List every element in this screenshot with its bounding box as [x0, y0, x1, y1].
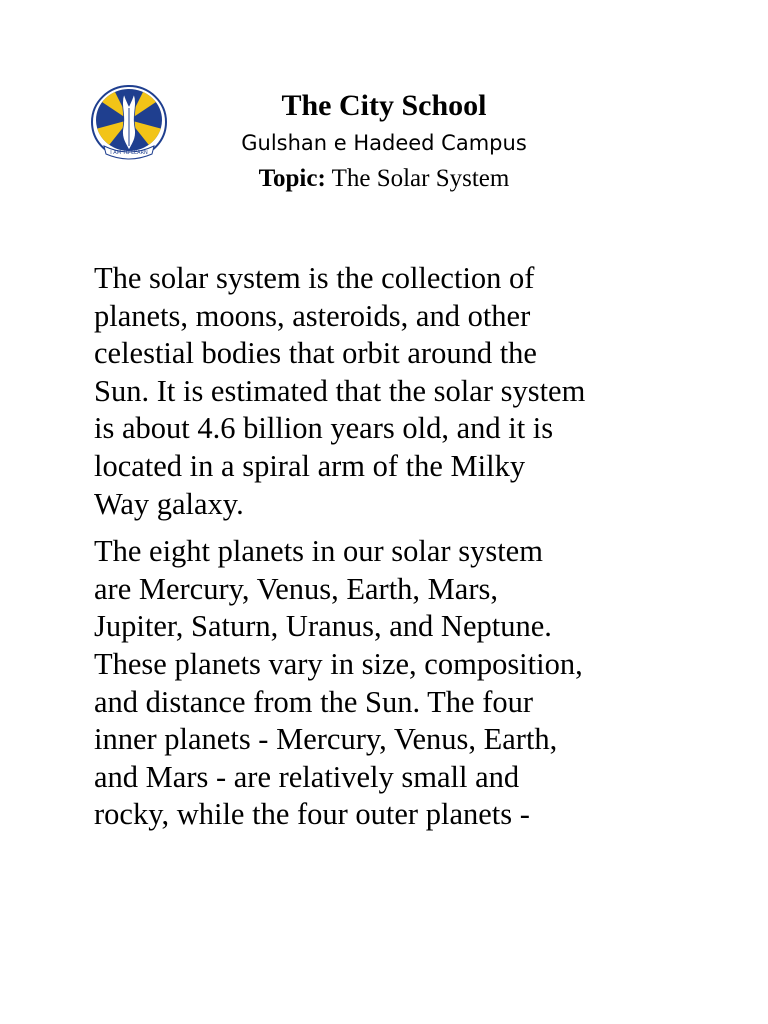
text-line: are Mercury, Venus, Earth, Mars, — [94, 571, 498, 606]
text-line: planets, moons, asteroids, and other — [94, 298, 531, 333]
topic-label: Topic: — [258, 165, 326, 192]
text-line: Jupiter, Saturn, Uranus, and Neptune. — [94, 609, 552, 644]
text-line: The solar system is the collection of — [94, 261, 535, 295]
body-text — [94, 260, 694, 834]
text-line: rocky, while the four outer planets - — [94, 797, 530, 832]
document-header — [0, 86, 768, 198]
text-line: Sun. It is estimated that the solar system — [94, 373, 586, 408]
text-line: and distance from the Sun. The four — [94, 684, 534, 719]
school-name: The City School — [281, 89, 487, 122]
text-line: celestial bodies that orbit around the — [94, 336, 537, 371]
paragraph-2 — [94, 533, 694, 834]
text-line: located in a spiral arm of the Milky — [94, 448, 526, 483]
topic-value: The Solar System — [331, 165, 510, 192]
logo-motto: I AM TO LEARN — [110, 150, 148, 156]
text-line: The eight planets in our solar system — [94, 534, 543, 569]
text-line: is about 4.6 billion years old, and it is — [94, 411, 554, 446]
text-line: inner planets - Mercury, Venus, Earth, — [94, 722, 558, 757]
text-line: These planets vary in size, composition, — [94, 646, 583, 681]
text-line: Way galaxy. — [94, 486, 244, 521]
paragraph-1 — [94, 260, 694, 523]
topic-line — [0, 160, 768, 198]
campus-name: Gulshan e Hadeed Campus — [241, 131, 527, 155]
text-line: and Mars - are relatively small and — [94, 759, 520, 794]
